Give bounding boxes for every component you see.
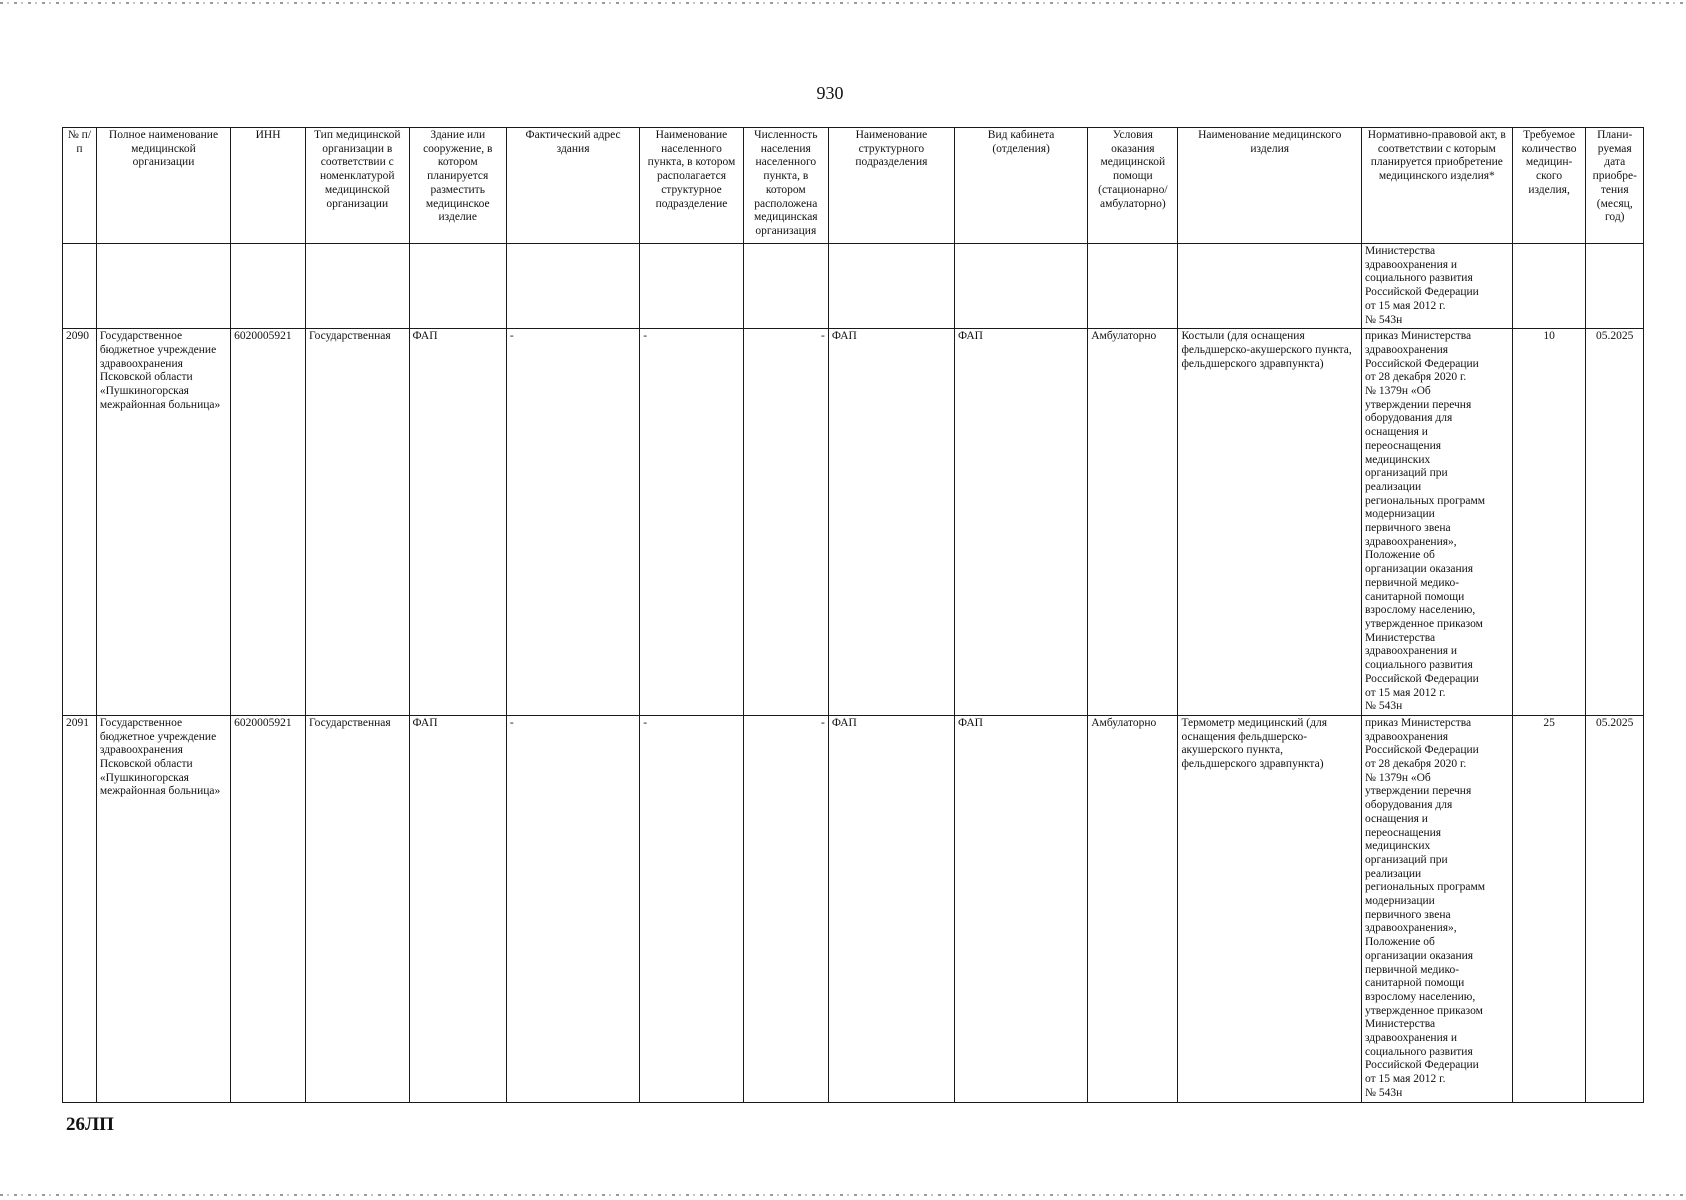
cell-org-type: Государственная (305, 715, 409, 1102)
cell-building: ФАП (409, 715, 506, 1102)
page-number: 930 (816, 83, 844, 103)
cell-quantity: 25 (1512, 715, 1586, 1102)
cell-date: 05.2025 (1586, 329, 1644, 716)
column-header-settlement: Наименование населенного пункта, в котором располагается структурное подразделение (640, 128, 744, 244)
scan-edge-top (0, 2, 1686, 4)
cell-date: 05.2025 (1586, 715, 1644, 1102)
cell-legal-act: Министерства здравоохранения и социального развития Российской Федерации от 15 мая 2012 г. № 543н (1361, 244, 1512, 329)
cell-address: - (506, 715, 639, 1102)
table-header-row (63, 128, 1644, 244)
scan-edge-bottom (0, 1194, 1686, 1196)
column-header-subdivision: Наименование структурного подразделения (828, 128, 954, 244)
cell-settlement: - (640, 329, 744, 716)
column-header-quantity: Требуемое количество медицин-ского изделия, (1512, 128, 1586, 244)
cell-empty (828, 244, 954, 329)
cell-conditions: Амбулаторно (1088, 715, 1178, 1102)
column-header-device: Наименование медицинского изделия (1178, 128, 1362, 244)
column-header-address: Фактический адрес здания (506, 128, 639, 244)
column-header-population: Численность населения населенного пункта, в котором расположена медицинская организация (743, 128, 828, 244)
cell-subdivision: ФАП (828, 329, 954, 716)
column-header-cabinet: Вид кабинета (отделения) (954, 128, 1087, 244)
cell-empty (1178, 244, 1362, 329)
table-row-continuation (63, 244, 1644, 329)
cell-empty (231, 244, 306, 329)
column-header-organization: Полное наименование медицинской организации (96, 128, 230, 244)
cell-building: ФАП (409, 329, 506, 716)
cell-empty (506, 244, 639, 329)
cell-empty (640, 244, 744, 329)
cell-organization: Государственное бюджетное учреждение здравоохранения Псковской области «Пушкиногорская межрайонная больница» (96, 715, 230, 1102)
cell-population: - (743, 329, 828, 716)
cell-conditions: Амбулаторно (1088, 329, 1178, 716)
cell-empty (743, 244, 828, 329)
column-header-conditions: Условия оказания медицинской помощи (стационарно/ амбулаторно) (1088, 128, 1178, 244)
cell-subdivision: ФАП (828, 715, 954, 1102)
cell-legal-act: приказ Министерства здравоохранения Российской Федерации от 28 декабря 2020 г. № 1379н «Об утверждении перечня оборудования для оснащения и переоснащения медицинских организаций при реализации региональных программ модернизации первичного звена здравоохранения», Положение об организации оказания первичной медико- санитарной помощи взрослому населению, утвержденное приказом Министерства здравоохранения и социального развития Российской Федерации от 15 мая 2012 г. № 543н (1361, 329, 1512, 716)
equipment-table (62, 127, 1644, 1103)
table-row (63, 329, 1644, 716)
cell-empty (954, 244, 1087, 329)
cell-empty (1088, 244, 1178, 329)
cell-cabinet: ФАП (954, 715, 1087, 1102)
cell-empty (409, 244, 506, 329)
cell-device: Костыли (для оснащения фельдшерско-акушерского пункта, фельдшерского здравпункта) (1178, 329, 1362, 716)
cell-empty (305, 244, 409, 329)
cell-org-type: Государственная (305, 329, 409, 716)
cell-empty (96, 244, 230, 329)
cell-cabinet: ФАП (954, 329, 1087, 716)
cell-empty (1512, 244, 1586, 329)
cell-legal-act: приказ Министерства здравоохранения Российской Федерации от 28 декабря 2020 г. № 1379н «Об утверждении перечня оборудования для оснащения и переоснащения медицинских организаций при реализации региональных программ модернизации первичного звена здравоохранения», Положение об организации оказания первичной медико- санитарной помощи взрослому населению, утвержденное приказом Министерства здравоохранения и социального развития Российской Федерации от 15 мая 2012 г. № 543н (1361, 715, 1512, 1102)
cell-empty (1586, 244, 1644, 329)
column-header-inn: ИНН (231, 128, 306, 244)
cell-device: Термометр медицинский (для оснащения фельдшерско-акушерского пункта, фельдшерского здравпункта) (1178, 715, 1362, 1102)
column-header-building: Здание или сооружение, в котором планируется разместить медицинское изделие (409, 128, 506, 244)
cell-inn: 6020005921 (231, 715, 306, 1102)
cell-population: - (743, 715, 828, 1102)
cell-empty (63, 244, 97, 329)
cell-address: - (506, 329, 639, 716)
column-header-legal-act: Нормативно-правовой акт, в соответствии с которым планируется приобретение медицинского изделия* (1361, 128, 1512, 244)
cell-number: 2090 (63, 329, 97, 716)
column-header-org-type: Тип медицинской организации в соответствии с номенклатурой медицинской организации (305, 128, 409, 244)
cell-organization: Государственное бюджетное учреждение здравоохранения Псковской области «Пушкиногорская межрайонная больница» (96, 329, 230, 716)
cell-number: 2091 (63, 715, 97, 1102)
footer-code: 26ЛП (66, 1114, 114, 1135)
column-header-number: № п/п (63, 128, 97, 244)
table-row (63, 715, 1644, 1102)
column-header-date: Плани-руемая дата приобре-тения (месяц, год) (1586, 128, 1644, 244)
cell-quantity: 10 (1512, 329, 1586, 716)
cell-settlement: - (640, 715, 744, 1102)
cell-inn: 6020005921 (231, 329, 306, 716)
